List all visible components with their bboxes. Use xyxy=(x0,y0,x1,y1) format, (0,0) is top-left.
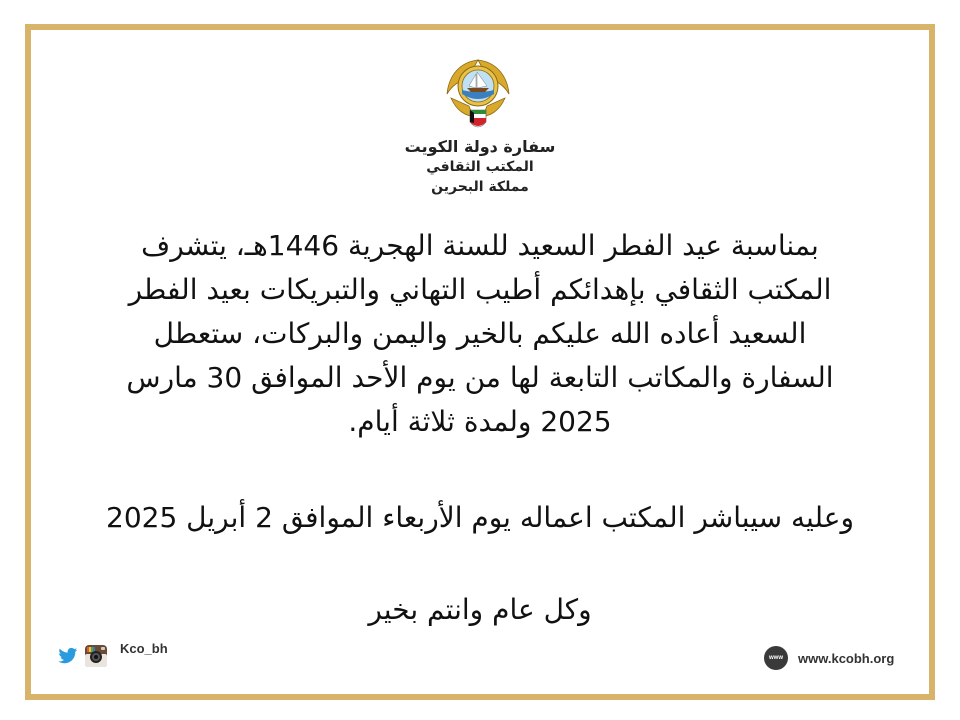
globe-icon: www xyxy=(764,646,788,670)
social-links xyxy=(58,642,168,670)
resume-notice: وعليه سيباشر المكتب اعماله يوم الأربعاء الموافق 2 أبريل 2025 xyxy=(106,501,854,534)
kuwait-emblem-icon xyxy=(443,54,513,136)
org-line-office: المكتب الثقافي xyxy=(426,159,534,175)
instagram-icon[interactable] xyxy=(84,644,108,668)
org-line-country: مملكة البحرين xyxy=(431,179,529,195)
greeting-message xyxy=(60,224,900,444)
message-line-1: بمناسبة عيد الفطر السعيد للسنة الهجرية 1446هـ، يتشرف xyxy=(141,229,819,262)
twitter-icon[interactable] xyxy=(58,647,78,665)
closing-greeting: وكل عام وانتم بخير xyxy=(368,593,592,626)
org-line-embassy: سفارة دولة الكويت xyxy=(404,137,556,156)
message-line-2: المكتب الثقافي بإهدائكم أطيب التهاني والتبريكات بعيد الفطر xyxy=(128,273,832,306)
message-line-3: السعيد أعاده الله عليكم بالخير واليمن والبركات، ستعطل xyxy=(153,317,807,350)
website-url[interactable]: www.kcobh.org xyxy=(798,650,895,666)
message-line-5: 2025 ولمدة ثلاثة أيام. xyxy=(348,405,612,438)
organization-name xyxy=(330,136,630,197)
website-link[interactable] xyxy=(764,646,894,670)
message-line-4: السفارة والمكاتب التابعة لها من يوم الأحد الموافق 30 مارس xyxy=(126,361,834,394)
social-handle[interactable]: Kco_bh xyxy=(120,640,168,656)
